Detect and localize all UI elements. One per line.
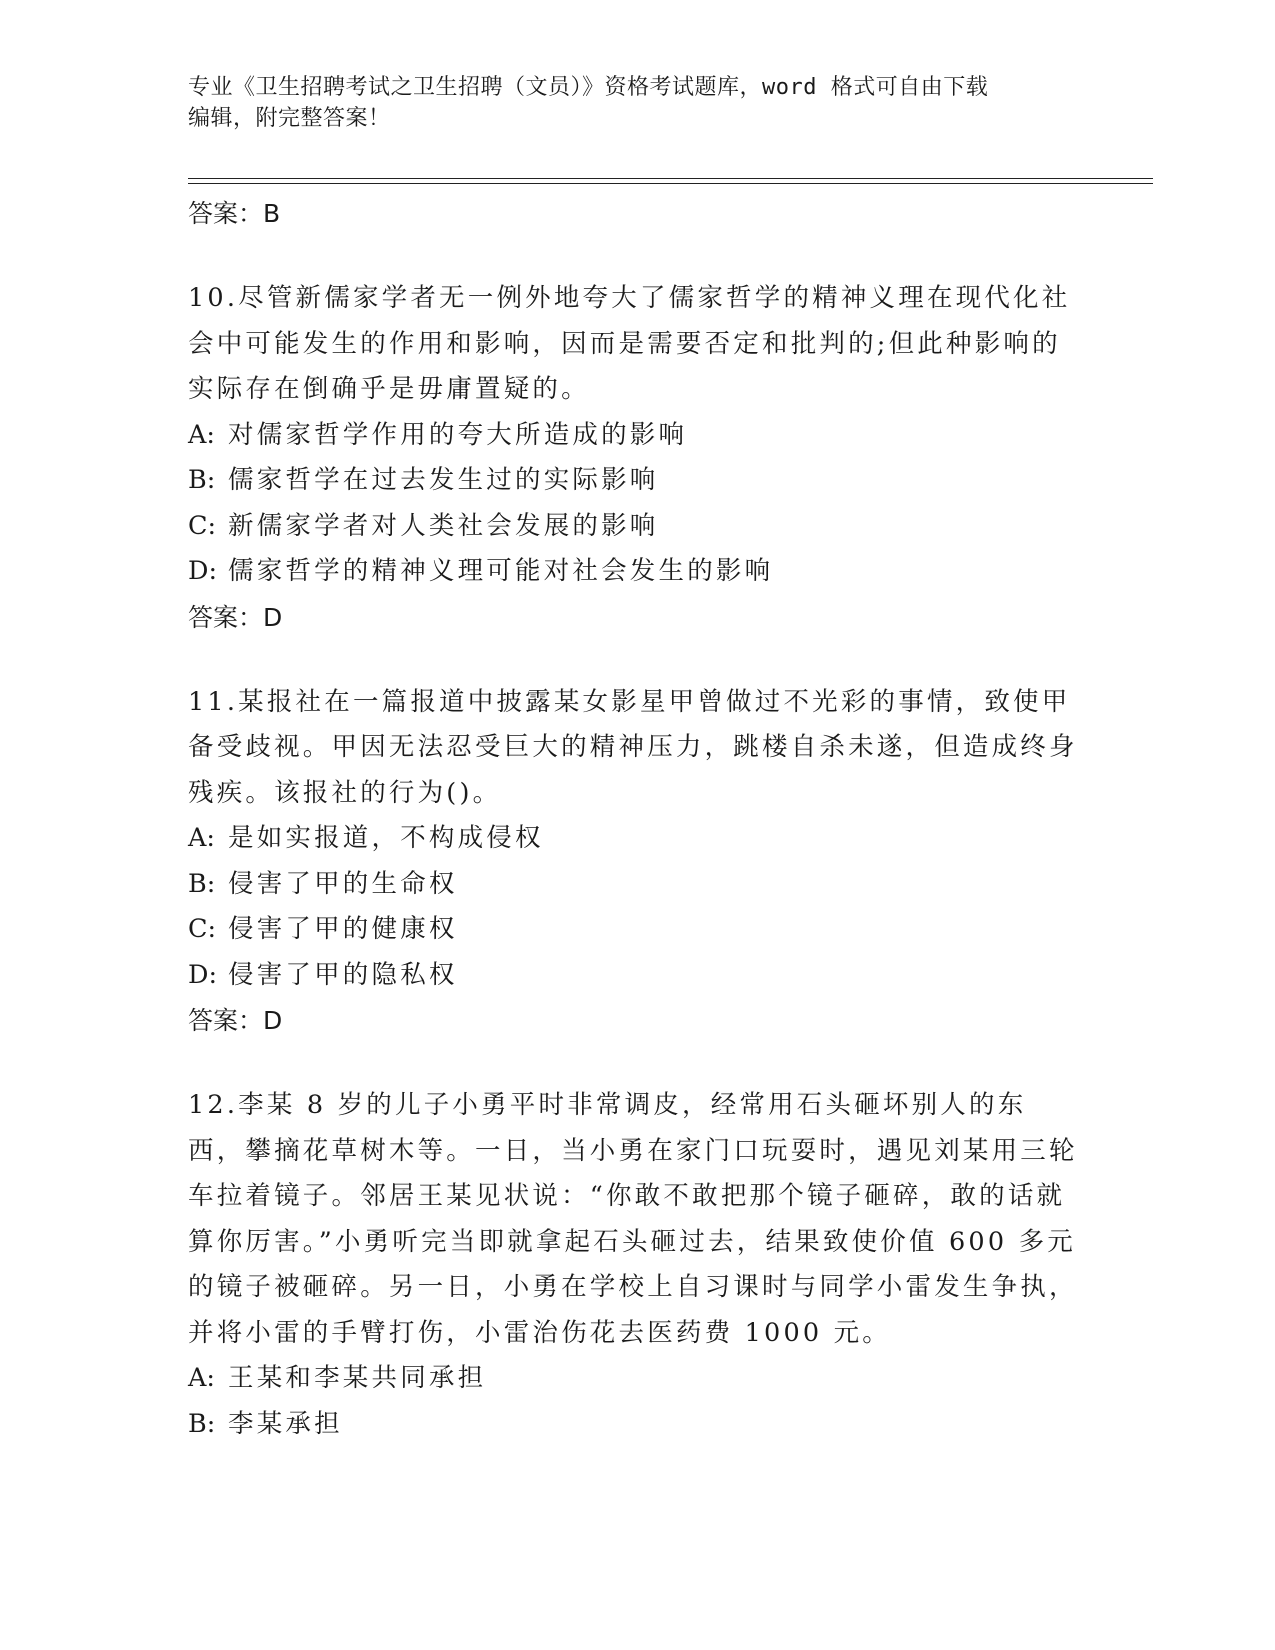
option-text: 新儒家学者对人类社会发展的影响 [228, 510, 659, 541]
header-divider-bottom [188, 183, 1153, 184]
header-line-1: 专业《卫生招聘考试之卫生招聘（文员）》资格考试题库，word 格式可自由下载 [188, 75, 989, 100]
header-divider-top [188, 178, 1153, 179]
option-a [188, 816, 1083, 862]
option-d [188, 953, 1083, 999]
option-text: 儒家哲学的精神义理可能对社会发生的影响 [228, 556, 774, 586]
option-text: 是如实报道，不构成侵权 [228, 823, 544, 853]
option-letter: A: [188, 823, 216, 853]
option-letter: B: [188, 868, 216, 899]
option-b [188, 862, 1083, 908]
option-b [188, 458, 1083, 504]
option-text: 侵害了甲的健康权 [228, 914, 458, 944]
option-letter: B: [188, 1408, 216, 1439]
option-text: 侵害了甲的生命权 [228, 868, 458, 899]
option-text: 对儒家哲学作用的夸大所造成的影响 [228, 419, 688, 450]
option-c [188, 907, 1083, 953]
question-block [188, 680, 1083, 1044]
answer-prev: 答案：B [188, 199, 281, 228]
question-stem: 12.李某 8 岁的儿子小勇平时非常调皮，经常用石头砸坏别人的东西，攀摘花草树木等。一日，当小勇在家门口玩耍时，遇见刘某用三轮车拉着镜子。邻居王某见状说：“你敢不敢把那个镜子砸碎，敢的话就算你厉害。”小勇听完当即就拿起石头砸过去，结果致使价值 600 多元的镜子被砸碎。另一日，小勇在学校上自习课时与同学小雷发生争执，并将小雷的手臂打伤，小雷治伤花去医药费 1000 元。 [188, 1090, 1078, 1348]
option-text: 侵害了甲的隐私权 [228, 959, 458, 990]
document-header [188, 72, 1068, 134]
answer-line: 答案：D [188, 1006, 283, 1035]
option-b [188, 1402, 1083, 1448]
answer-line: 答案：D [188, 602, 283, 632]
question-stem: 10.尽管新儒家学者无一例外地夸大了儒家哲学的精神义理在现代化社会中可能发生的作用和影响，因而是需要否定和批判的;但此种影响的实际存在倒确乎是毋庸置疑的。 [188, 283, 1071, 404]
option-c [188, 504, 1083, 550]
option-letter: A: [188, 419, 216, 450]
option-d [188, 549, 1083, 595]
header-line-2: 编辑，附完整答案！ [188, 106, 391, 131]
option-text: 儒家哲学在过去发生过的实际影响 [228, 465, 659, 495]
option-letter: A: [188, 1363, 216, 1393]
option-a [188, 413, 1083, 459]
option-letter: D: [188, 556, 218, 586]
option-letter: C: [188, 510, 217, 541]
option-letter: C: [188, 914, 217, 944]
option-letter: B: [188, 465, 216, 495]
question-block [188, 276, 1083, 640]
option-letter: D: [188, 959, 218, 990]
question-stem: 11.某报社在一篇报道中披露某女影星甲曾做过不光彩的事情，致使甲备受歧视。甲因无法忍受巨大的精神压力，跳楼自杀未遂，但造成终身残疾。该报社的行为()。 [188, 686, 1078, 808]
question-block [188, 1083, 1083, 1447]
option-text: 李某承担 [228, 1408, 343, 1439]
option-a [188, 1356, 1083, 1402]
option-text: 王某和李某共同承担 [228, 1363, 487, 1393]
question-list [188, 188, 1083, 1447]
